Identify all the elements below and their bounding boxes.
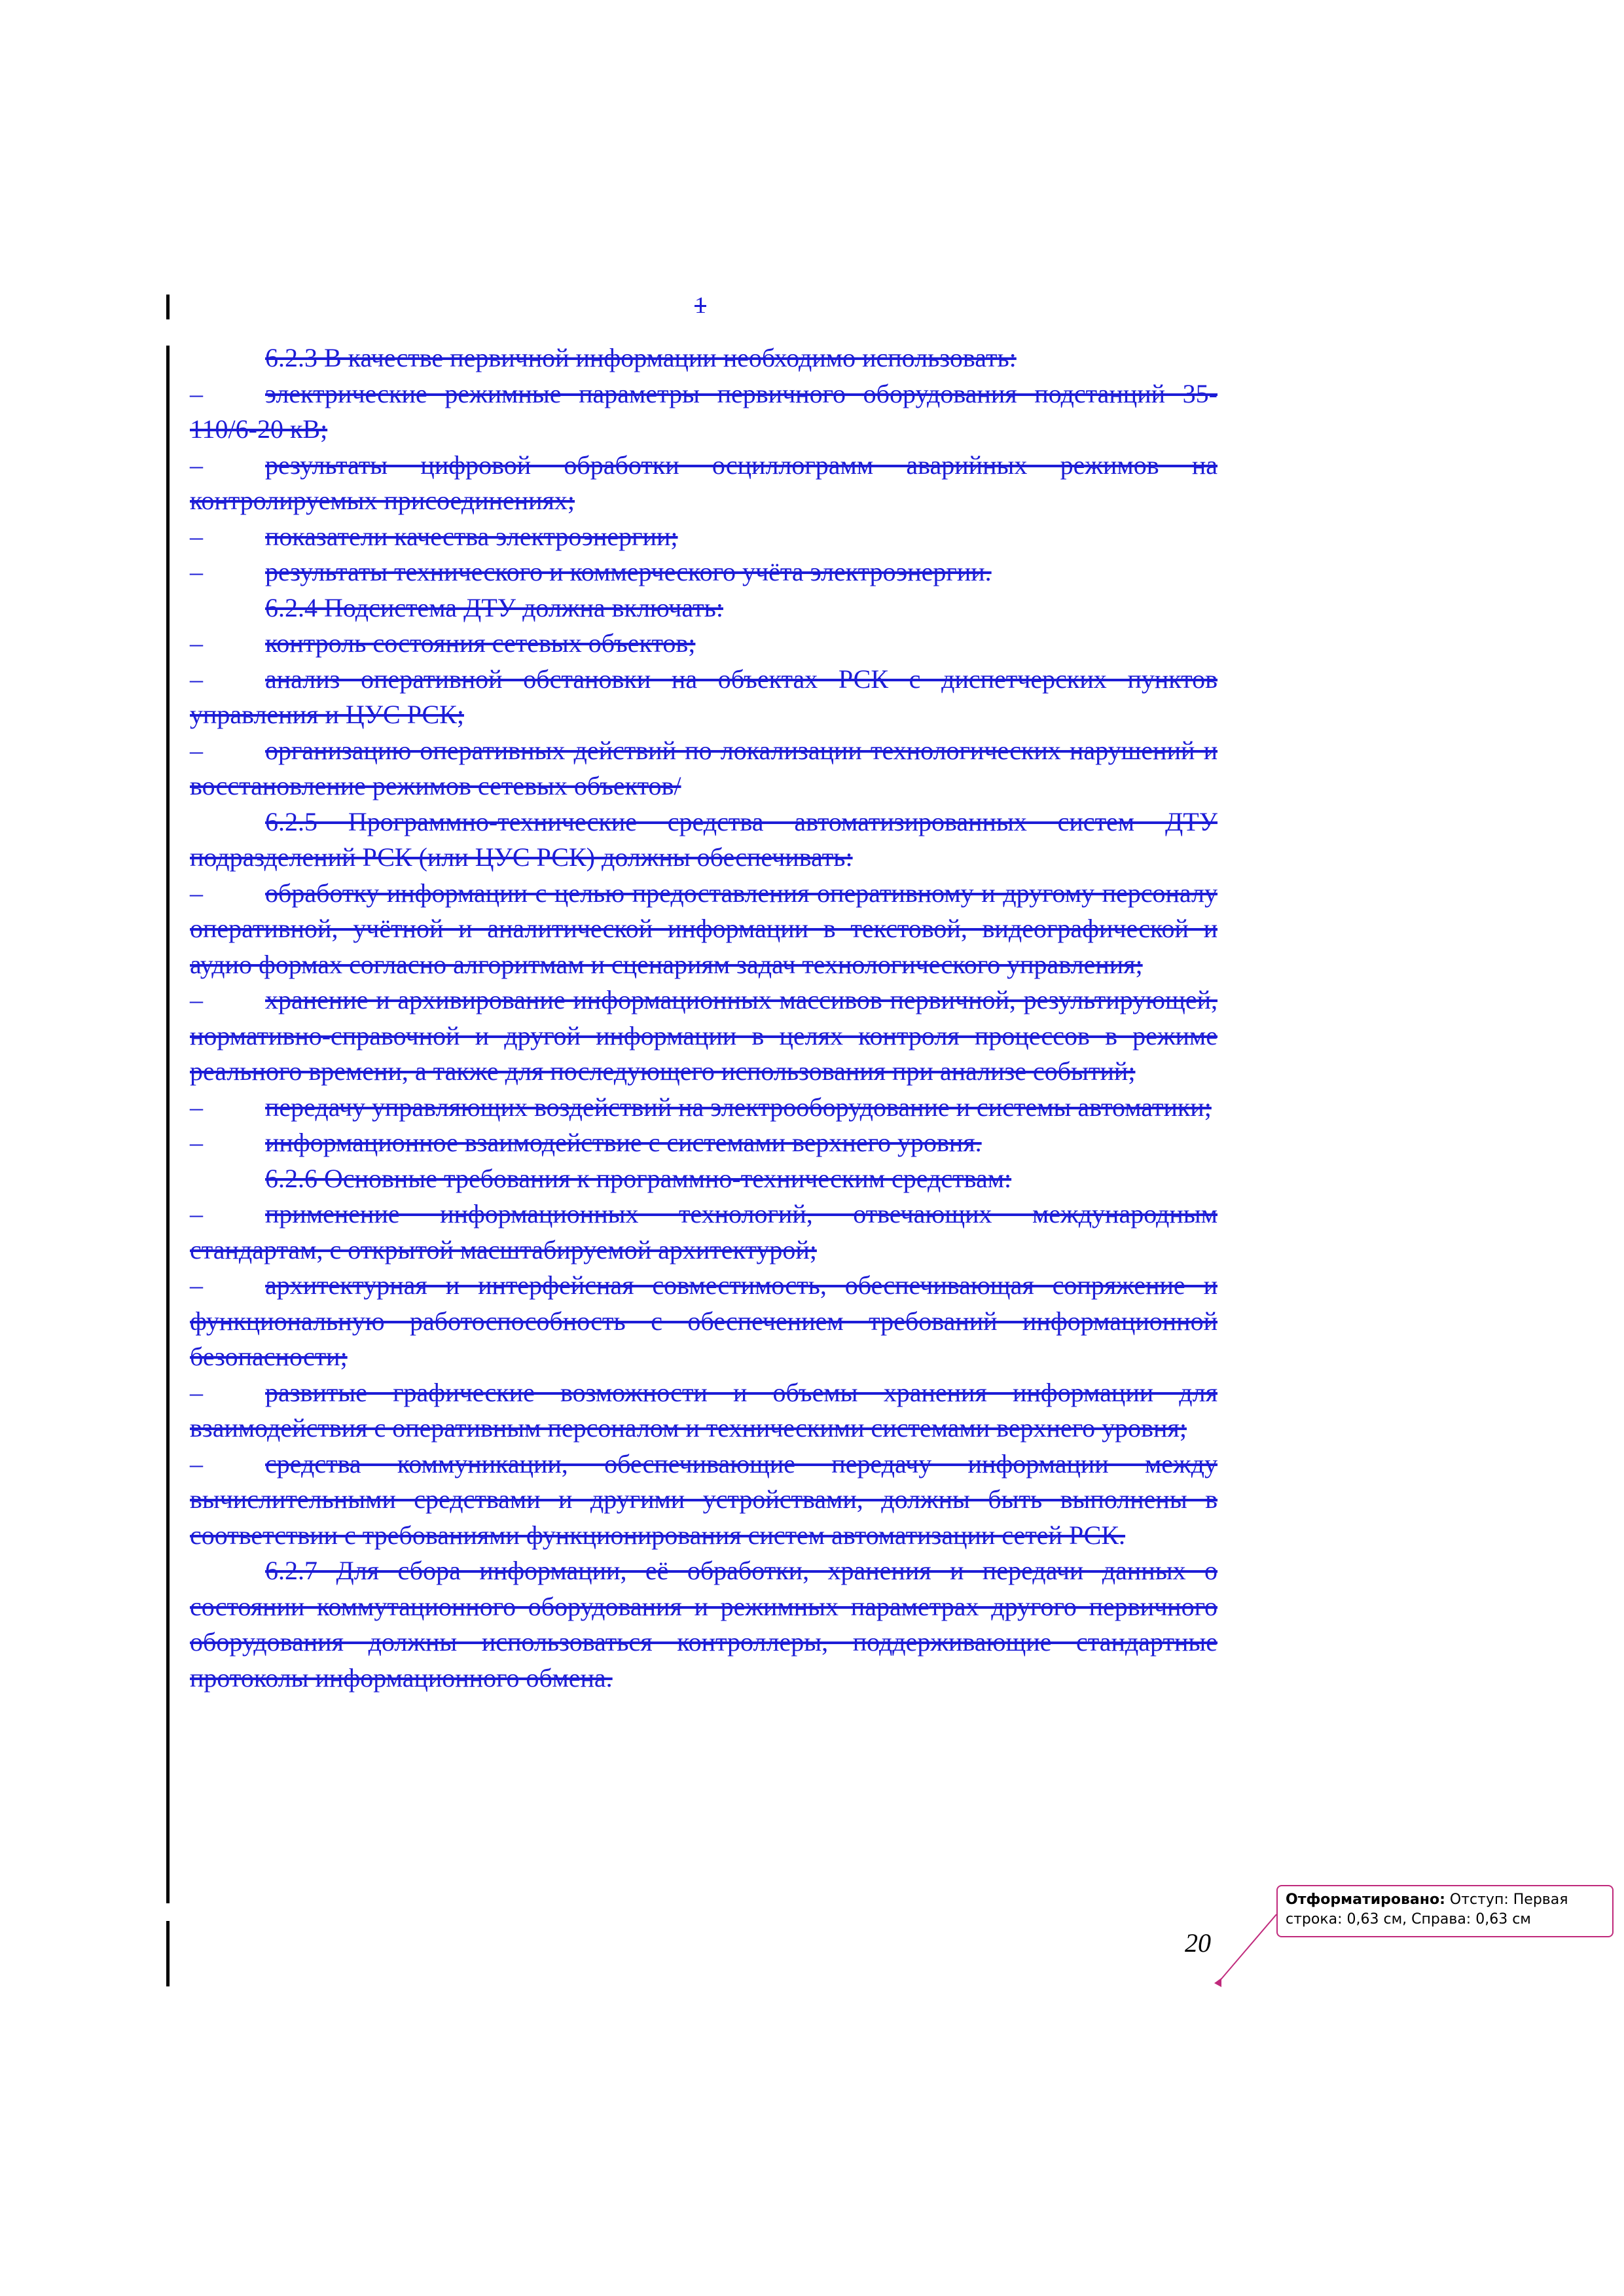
- list-item: [190, 1446, 1218, 1554]
- dash-marker: –: [190, 628, 203, 658]
- comment-title: Отформатировано:: [1286, 1892, 1445, 1908]
- comment-body: Отступ: Первая строка: 0,63 см, Справа: 0,63 см: [1286, 1892, 1568, 1928]
- list-item-text: организацию оперативных действий по локализации технологических нарушений и восстановление режимов сетевых объектов/: [190, 735, 1218, 800]
- change-bar-body: [166, 346, 170, 1903]
- list-item-text: электрические режимные параметры первичного оборудования подстанций 35-110/6-20 кВ;: [190, 378, 1218, 444]
- list-item: [190, 982, 1218, 1090]
- paragraph: 6.2.5 Программно-технические средства автоматизированных систем ДТУ подразделений РСК (или ЦУС РСК) должны обеспечивать:: [190, 806, 1218, 872]
- list-item: [190, 1125, 1218, 1161]
- header-page-marker: 1: [695, 292, 706, 318]
- dash-marker: –: [190, 1448, 203, 1479]
- list-item: [190, 1196, 1218, 1268]
- list-item: [190, 554, 1218, 590]
- list-item: [190, 1268, 1218, 1375]
- list-item-text: анализ оперативной обстановки на объектах РСК с диспетчерских пунктов управления и ЦУС РСК;: [190, 664, 1218, 729]
- list-item: [190, 376, 1218, 448]
- list-item-text: результаты цифровой обработки осциллограмм аварийных режимов на контролируемых присоединениях;: [190, 450, 1218, 515]
- list-item: [190, 1375, 1218, 1446]
- change-bar-footer: [166, 1921, 170, 1986]
- list-item: [190, 519, 1218, 555]
- dash-marker: –: [190, 1377, 203, 1407]
- paragraph: 6.2.7 Для сбора информации, её обработки, хранения и передачи данных о состоянии коммутационного оборудования и режимных параметрах другого первичного оборудования должны использоваться контроллеры, поддерживающие стандартные протоколы информационного обмена.: [190, 1556, 1218, 1693]
- dash-marker: –: [190, 985, 203, 1014]
- dash-marker: –: [190, 1128, 203, 1157]
- dash-marker: –: [190, 878, 203, 908]
- page-number: 20: [1185, 1928, 1211, 1958]
- list-item: [190, 448, 1218, 519]
- list-item-text: хранение и архивирование информационных массивов первичной, результирующей, нормативно-справочной и другой информации в целях контроля процессов в режиме реального времени, а также для последующего использования при анализе событий;: [190, 985, 1218, 1086]
- paragraph: 6.2.4 Подсистема ДТУ должна включать:: [265, 592, 723, 622]
- paragraph: 6.2.3 В качестве первичной информации необходимо использовать:: [265, 343, 1017, 372]
- dash-marker: –: [190, 1270, 203, 1300]
- list-item-text: информационное взаимодействие с системами верхнего уровня.: [265, 1128, 982, 1157]
- list-item-text: контроль состояния сетевых объектов;: [265, 628, 696, 658]
- dash-marker: –: [190, 521, 203, 551]
- dash-marker: –: [190, 450, 203, 480]
- dash-marker: –: [190, 664, 203, 694]
- dash-marker: –: [190, 378, 203, 408]
- list-item: [190, 876, 1218, 983]
- change-bar-header: [166, 295, 170, 319]
- list-item-text: обработку информации с целью предоставления оперативному и другому персоналу оперативной, учётной и аналитической информации в текстовой, видеографической и аудио формах согласно алгоритмам и сценариям задач технологического управления;: [190, 878, 1218, 979]
- list-item-text: применение информационных технологий, отвечающих международным стандартам, с открытой масштабируемой архитектурой;: [190, 1199, 1218, 1265]
- dash-marker: –: [190, 735, 203, 765]
- paragraph: 6.2.6 Основные требования к программно-техническим средствам:: [265, 1163, 1012, 1193]
- document-body: [190, 340, 1218, 1696]
- list-item-text: результаты технического и коммерческого учёта электроэнергии.: [265, 557, 992, 586]
- list-item-text: архитектурная и интерфейсная совместимость, обеспечивающая сопряжение и функциональную работоспособность с обеспечением требований информационной безопасности;: [190, 1270, 1218, 1371]
- dash-marker: –: [190, 1092, 203, 1122]
- list-item-text: передачу управляющих воздействий на электрооборудование и системы автоматики;: [265, 1092, 1212, 1122]
- list-item: [190, 626, 1218, 662]
- list-item: [190, 733, 1218, 804]
- dash-marker: –: [190, 1199, 203, 1229]
- list-item-text: показатели качества электроэнергии;: [265, 521, 678, 551]
- dash-marker: –: [190, 557, 203, 586]
- list-item-text: развитые графические возможности и объемы хранения информации для взаимодействия с оперативным персоналом и техническими системами верхнего уровня;: [190, 1377, 1218, 1443]
- format-comment-balloon[interactable]: [1276, 1885, 1614, 1937]
- list-item-text: средства коммуникации, обеспечивающие передачу информации между вычислительными средствами и другими устройствами, должны быть выполнены в соответствии с требованиями функционирования систем автоматизации сетей РСК.: [190, 1448, 1218, 1550]
- list-item: [190, 1090, 1218, 1126]
- list-item: [190, 662, 1218, 733]
